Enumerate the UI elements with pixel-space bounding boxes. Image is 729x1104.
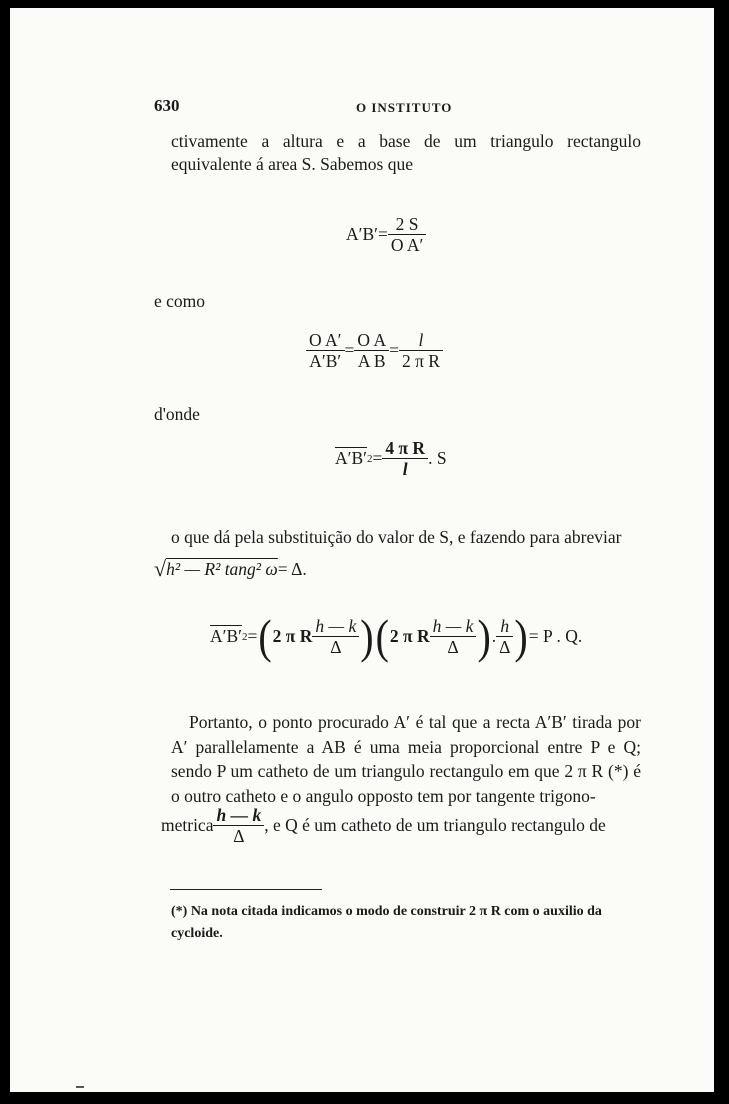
eq2-f1-den: A′B′ (309, 351, 342, 371)
footnote: (*) Na nota citada indicamos o modo de construir 2 π R com o auxilio da cycloide. (171, 904, 602, 941)
eq3-num: 4 π R (382, 438, 428, 459)
equation-2 (306, 330, 443, 371)
left-paren-2: ( (375, 608, 389, 663)
paragraph-1: ctivamente a altura e a base de um triangulo rectangulo equivalente á area S. Sabemos que (171, 131, 641, 174)
paragraph-3: Portanto, o ponto procurado A′ é tal que a recta A′B′ tirada por A′ parallelamente a AB é uma meia proporcional entre P e Q; sendo P um catheto de um triangulo rectangulo em que 2 π R (*) é o outro catheto e o angulo opposto tem por tangente trigono- (171, 712, 641, 806)
equation-3 (335, 438, 447, 479)
print-speck (76, 1086, 84, 1088)
page-number: 630 (154, 96, 180, 115)
eq4-b-den: Δ (447, 637, 459, 657)
eq4-dot: . (491, 626, 497, 646)
eq3-fraction (382, 438, 428, 479)
eq4-frac-a (312, 616, 359, 657)
eq3-sup: 2 (366, 452, 373, 465)
sqrt-content: h² — R² tang² ω (166, 558, 278, 579)
eq4-a-num: h — k (312, 616, 359, 637)
page-sheet (10, 8, 714, 1092)
paragraph-3-last-line (161, 805, 631, 846)
sqrt-definition (154, 556, 307, 582)
eq2-frac-3 (399, 330, 443, 371)
sqrt-rest: = Δ. (277, 558, 307, 579)
eq2-f3-den: 2 π R (401, 351, 440, 371)
eq3-lhs: A′B′ (335, 448, 367, 468)
eq4-b1: 2 π R (389, 626, 430, 646)
para3-tail: , e Q é um catheto de um triangulo rectangulo de (264, 815, 606, 835)
donde: d'onde (154, 404, 200, 424)
eq2-f1-num: O A′ (306, 330, 345, 351)
eq1-num: 2 S (388, 214, 427, 235)
eq4-frac-c (496, 616, 513, 657)
e-como: e como (154, 291, 206, 311)
eq2-equals-b: = (389, 340, 399, 360)
eq1-fraction (388, 214, 427, 255)
eq2-frac-1 (306, 330, 345, 371)
eq4-equals: = (247, 626, 258, 646)
metrica-word: metrica (161, 815, 214, 835)
equation-4 (210, 608, 583, 663)
eq4-lhs: A′B′ (210, 626, 242, 646)
eq3-den: l (402, 459, 408, 479)
inline-frac-num: h — k (213, 805, 264, 826)
paragraph-2: o que dá pela substituição do valor de S, e fazendo para abreviar (171, 527, 622, 547)
eq4-sup: 2 (241, 630, 248, 643)
right-paren-2: ) (477, 608, 491, 663)
eq2-frac-2 (354, 330, 389, 371)
footnote-rule (170, 889, 322, 890)
inline-fraction (213, 805, 264, 846)
right-paren-1: ) (360, 608, 374, 663)
eq2-equals-a: = (344, 340, 355, 360)
eq3-equals: = (372, 448, 383, 468)
eq3-tail: . S (428, 448, 447, 468)
eq1-lhs: A′B′= (346, 224, 388, 244)
inline-frac-den: Δ (233, 826, 245, 846)
eq4-a1: 2 π R (272, 626, 313, 646)
running-title: O INSTITUTO (356, 100, 453, 115)
eq4-c-den: Δ (499, 637, 511, 657)
eq4-frac-b (430, 616, 477, 657)
eq4-a-den: Δ (330, 637, 342, 657)
eq4-b-num: h — k (430, 616, 477, 637)
eq4-result: = P . Q. (528, 626, 583, 646)
right-paren-3: ) (514, 608, 528, 663)
sqrt-radical: √ (154, 556, 167, 581)
eq2-f2-den: A B (357, 351, 386, 371)
left-paren-1: ( (258, 608, 272, 663)
eq2-f2-num: O A (354, 330, 389, 351)
equation-1 (346, 214, 426, 255)
eq2-f3-num: l (399, 330, 443, 351)
eq4-c-num: h (496, 616, 513, 637)
eq1-den: O A′ (390, 235, 424, 255)
